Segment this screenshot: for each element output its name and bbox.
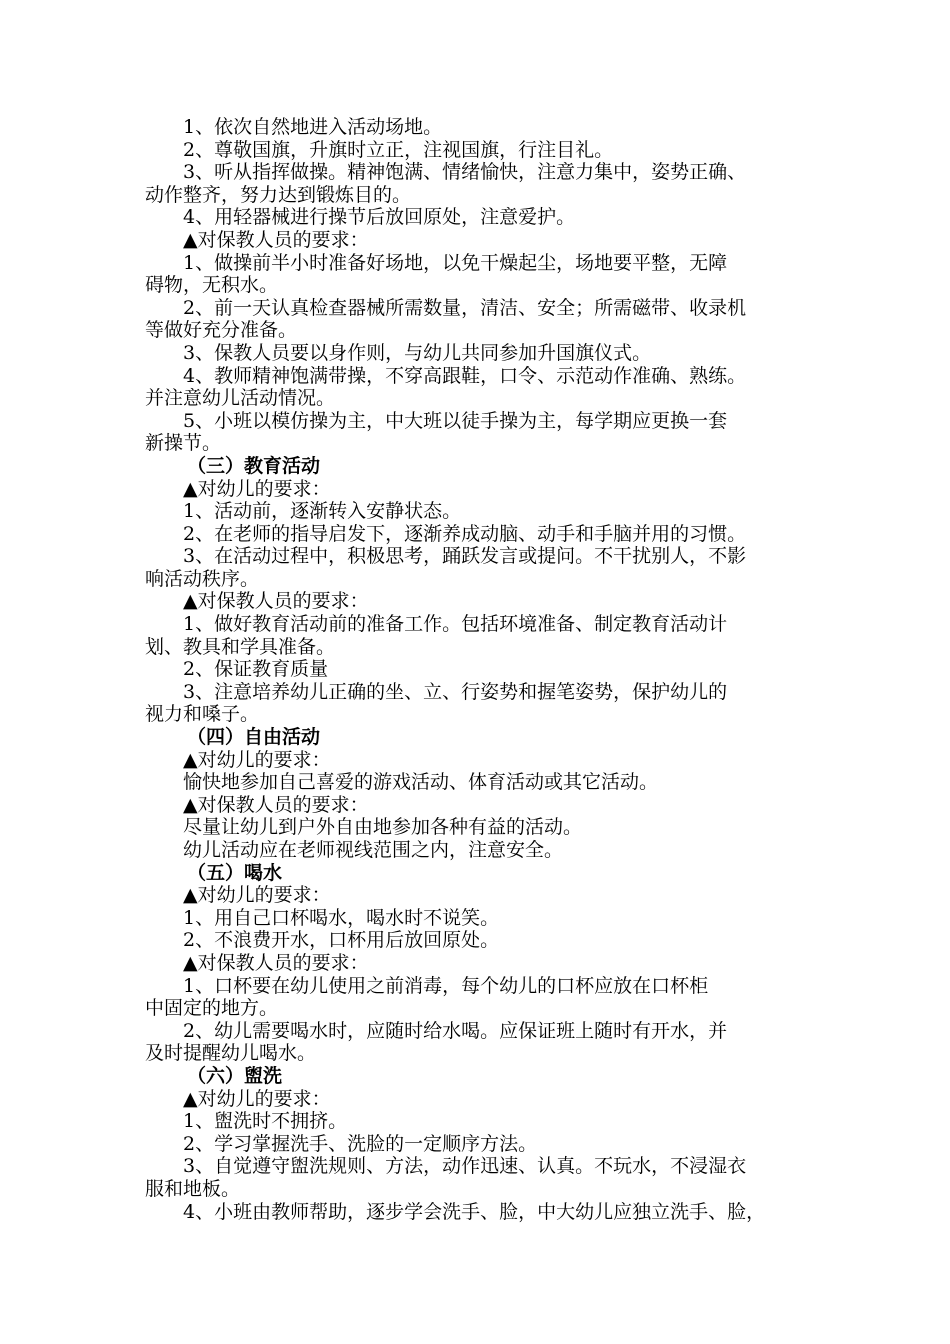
paragraph-line: 2、学习掌握洗手、洗脸的一定顺序方法。 [183,1132,538,1155]
paragraph-line: 5、小班以模仿操为主，中大班以徒手操为主，每学期应更换一套 [183,409,728,432]
paragraph-line: 3、在活动过程中，积极思考，踊跃发言或提问。不干扰别人，不影 [183,545,747,568]
section-heading: （五）喝水 [187,861,283,884]
paragraph-line: 尽量让幼儿到户外自由地参加各种有益的活动。 [183,816,583,839]
paragraph-line: 并注意幼儿活动情况。 [145,387,336,410]
paragraph-line: 2、不浪费开水，口杯用后放回原处。 [183,929,500,952]
paragraph-line: 1、做操前半小时准备好场地，以免干燥起尘，场地要平整，无障 [183,251,728,274]
paragraph-line: 2、前一天认真检查器械所需数量，清洁、安全；所需磁带、收录机 [183,296,747,319]
paragraph-line: 等做好充分准备。 [145,319,298,342]
document-page [145,116,810,1223]
paragraph-line: ▲对幼儿的要求： [183,884,331,907]
paragraph-line: 愉快地参加自己喜爱的游戏活动、体育活动或其它活动。 [183,771,659,794]
paragraph-line: ▲对保教人员的要求： [183,590,369,613]
paragraph-line: 划、教具和学具准备。 [145,635,336,658]
paragraph-line: 1、口杯要在幼儿使用之前消毒，每个幼儿的口杯应放在口杯柜 [183,974,709,997]
section-heading: （三）教育活动 [187,454,321,477]
paragraph-line: 2、保证教育质量 [183,658,329,681]
paragraph-line: 1、依次自然地进入活动场地。 [183,116,443,138]
paragraph-line: 4、小班由教师帮助，逐步学会洗手、脸，中大幼儿应独立洗手、脸， [183,1200,766,1223]
paragraph-line: 响活动秩序。 [145,567,260,590]
paragraph-line: 新操节。 [145,432,222,455]
paragraph-line: 1、盥洗时不拥挤。 [183,1110,348,1133]
paragraph-line: 动作整齐，努力达到锻炼目的。 [145,183,412,206]
paragraph-line: 2、在老师的指导启发下，逐渐养成动脑、动手和手脑并用的习惯。 [183,522,747,545]
paragraph-line: ▲对保教人员的要求： [183,793,369,816]
section-heading: （四）自由活动 [187,726,321,749]
paragraph-line: 视力和嗓子。 [145,703,260,726]
paragraph-line: ▲对保教人员的要求： [183,951,369,974]
paragraph-line: 3、自觉遵守盥洗规则、方法，动作迅速、认真。不玩水，不浸湿衣 [183,1155,747,1178]
paragraph-line: 4、用轻器械进行操节后放回原处，注意爱护。 [183,206,576,229]
paragraph-line: 3、听从指挥做操。精神饱满、情绪愉快，注意力集中，姿势正确、 [183,161,747,184]
paragraph-line: 2、尊敬国旗，升旗时立正，注视国旗，行注目礼。 [183,138,614,161]
paragraph-line: ▲对保教人员的要求： [183,228,369,251]
paragraph-line: 3、注意培养幼儿正确的坐、立、行姿势和握笔姿势，保护幼儿的 [183,680,728,703]
paragraph-line: ▲对幼儿的要求： [183,1087,331,1110]
paragraph-line: ▲对幼儿的要求： [183,748,331,771]
paragraph-line: 幼儿活动应在老师视线范围之内，注意安全。 [183,839,564,861]
section-heading: （六）盥洗 [187,1064,283,1087]
paragraph-line: 1、活动前，逐渐转入安静状态。 [183,500,462,523]
paragraph-line: 1、做好教育活动前的准备工作。包括环境准备、制定教育活动计 [183,613,728,636]
paragraph-line: 中固定的地方。 [145,997,279,1020]
paragraph-line: 服和地板。 [145,1177,241,1200]
paragraph-line: ▲对幼儿的要求： [183,477,331,500]
paragraph-line: 碍物，无积水。 [145,274,279,297]
paragraph-line: 4、教师精神饱满带操，不穿高跟鞋，口令、示范动作准确、熟练。 [183,364,747,387]
paragraph-line: 1、用自己口杯喝水，喝水时不说笑。 [183,906,500,929]
paragraph-line: 及时提醒幼儿喝水。 [145,1042,317,1065]
paragraph-line: 3、保教人员要以身作则，与幼儿共同参加升国旗仪式。 [183,341,652,364]
paragraph-line: 2、幼儿需要喝水时，应随时给水喝。应保证班上随时有开水，并 [183,1019,728,1042]
